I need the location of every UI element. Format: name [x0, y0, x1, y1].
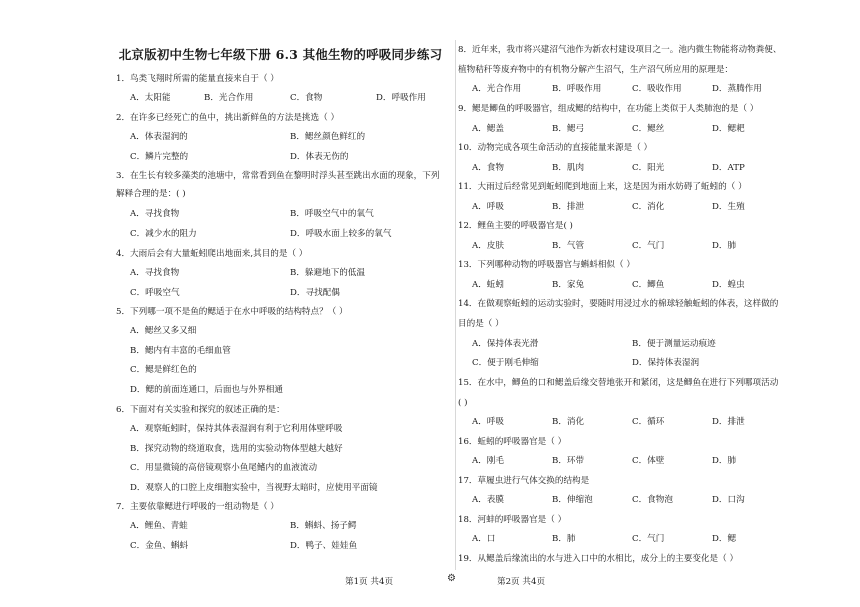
q7-option-d: D．鸭子、娃娃鱼 [290, 541, 358, 551]
q2-option-c: C．鳞片完整的 [130, 152, 189, 162]
q13-option-b: B．家兔 [552, 280, 585, 290]
question-6: 6．下面对有关实验和探究的叙述正确的是： [116, 405, 285, 415]
q16-option-a: A．刚毛 [472, 456, 504, 466]
q15-option-b: B．消化 [552, 417, 585, 427]
question-19: 19．从鳃盖后缘流出的水与进入口中的水相比，成分上的主要变化是（ ） [458, 554, 739, 564]
q12-option-c: C．气门 [632, 241, 665, 251]
q18-option-a: A．口 [472, 534, 496, 544]
q6-option-a: A．观察蚯蚓时，保持其体表湿润有利于它利用体壁呼吸 [130, 424, 343, 434]
q12-option-a: A．皮肤 [472, 241, 504, 251]
q2-option-d: D．体表无伤的 [290, 152, 349, 162]
question-11: 11．大雨过后经常见到蚯蚓爬到地面上来，这是因为雨水妨碍了蚯蚓的（ ） [458, 182, 747, 192]
q6-option-b: B．探究动物的绕道取食，选用的实验动物体型越大越好 [130, 444, 343, 454]
q10-option-d: D．ATP [712, 163, 745, 173]
q1-option-b: B．光合作用 [204, 93, 254, 103]
question-12: 12．鲤鱼主要的呼吸器官是( ) [458, 221, 573, 231]
q3-option-c: C．减少水的阻力 [130, 229, 197, 239]
q17-option-b: B．伸缩泡 [552, 495, 593, 505]
q11-option-d: D．生殖 [712, 202, 745, 212]
q8-option-d: D．蒸腾作用 [712, 84, 762, 94]
q4-option-b: B．躲避地下的低温 [290, 268, 366, 278]
q14-option-d: D．保持体表湿润 [632, 358, 700, 368]
q10-option-b: B．肌肉 [552, 163, 585, 173]
q15-option-a: A．呼吸 [472, 417, 504, 427]
page-number-right: 第2页 共4页 [497, 577, 546, 587]
q5-option-a: A．鳃丝又多又细 [130, 326, 197, 336]
question-8-cont: 植物秸秆等废弃物中的有机物分解产生沼气，生产沼气所应用的原理是： [458, 65, 734, 75]
question-15: 15．在水中，鲫鱼的口和鳃盖后缘交替地张开和紧闭，这是鲫鱼在进行下列哪项活动 [458, 378, 779, 388]
column-divider [455, 40, 456, 570]
question-4: 4．大雨后会有大量蚯蚓爬出地面来,其目的是（ ） [116, 249, 308, 259]
question-9: 9．鳃是鲫鱼的呼吸器官，组成鳃的结构中，在功能上类似于人类肺泡的是（ ） [458, 104, 759, 114]
q11-option-a: A．呼吸 [472, 202, 504, 212]
question-14: 14．在做观察蚯蚓的运动实验时，要随时用浸过水的棉球轻触蚯蚓的体表，这样做的 [458, 299, 779, 309]
q3-option-b: B．呼吸空气中的氧气 [290, 209, 374, 219]
q9-option-b: B．鳃弓 [552, 124, 585, 134]
q14-option-b: B．便于测量运动痕迹 [632, 339, 716, 349]
q15-option-d: D．排泄 [712, 417, 745, 427]
question-15-cont: ( ) [458, 398, 468, 408]
question-2: 2．在许多已经死亡的鱼中，挑出新鲜鱼的方法是挑选（ ） [116, 113, 340, 123]
q18-option-d: D．鳃 [712, 534, 737, 544]
q10-option-a: A．食物 [472, 163, 504, 173]
q6-option-d: D．观察人的口腔上皮细胞实验中，当视野太暗时，应使用平面镜 [130, 483, 378, 493]
q9-option-d: D．鳃耙 [712, 124, 745, 134]
q17-option-a: A．表膜 [472, 495, 504, 505]
question-13: 13．下列哪种动物的呼吸器官与蝌蚪相似（ ） [458, 260, 635, 270]
q16-option-d: D．肺 [712, 456, 737, 466]
q18-option-b: B．肺 [552, 534, 576, 544]
q11-option-c: C．消化 [632, 202, 665, 212]
question-7: 7．主要依靠鳃进行呼吸的一组动物是（ ） [116, 502, 279, 512]
question-8: 8．近年来，我市将兴建沼气池作为新农村建设项目之一。池内微生物能将动物粪便、 [458, 45, 782, 55]
q3-option-a: A．寻找食物 [130, 209, 180, 219]
q1-option-d: D．呼吸作用 [376, 93, 426, 103]
q2-option-b: B．鳃丝颜色鲜红的 [290, 132, 366, 142]
q14-option-a: A．保持体表光滑 [472, 339, 539, 349]
question-3: 3．在生长有较多藻类的池塘中，常常看到鱼在黎明时浮头甚至跳出水面的现象，下列 [116, 171, 440, 181]
q7-option-b: B．蝌蚪、扬子鳄 [290, 521, 357, 531]
q17-option-c: C．食物泡 [632, 495, 673, 505]
q1-option-c: C．食物 [290, 93, 323, 103]
question-10: 10．动物完成各项生命活动的直接能量来源是（ ） [458, 143, 653, 153]
q4-option-c: C．呼吸空气 [130, 288, 180, 298]
q4-option-a: A．寻找食物 [130, 268, 180, 278]
q18-option-c: C．气门 [632, 534, 665, 544]
question-1: 1．鸟类飞翔时所需的能量直接来自于（ ） [116, 74, 279, 84]
q16-option-c: C．体壁 [632, 456, 665, 466]
question-16: 16．蚯蚓的呼吸器官是（ ） [458, 437, 567, 447]
q3-option-d: D．呼吸水面上较多的氧气 [290, 229, 392, 239]
q13-option-d: D．蝗虫 [712, 280, 745, 290]
question-18: 18．河蚌的呼吸器官是（ ） [458, 515, 567, 525]
q13-option-c: C．鲫鱼 [632, 280, 665, 290]
q15-option-c: C．循环 [632, 417, 665, 427]
q9-option-c: C．鳃丝 [632, 124, 665, 134]
question-14-cont: 目的是（ ） [458, 319, 504, 329]
q5-option-d: D．鳃的前面连通口，后面也与外界相通 [130, 385, 283, 395]
question-17: 17．草履虫进行气体交换的结构是 [458, 476, 590, 486]
page-title: 北京版初中生物七年级下册 6.3 其他生物的呼吸同步练习 [118, 47, 443, 62]
q7-option-a: A．鲤鱼、青蛙 [130, 521, 188, 531]
q10-option-c: C．阳光 [632, 163, 665, 173]
question-5: 5．下列哪一项不是鱼的鳃适于在水中呼吸的结构特点？（ ） [116, 307, 348, 317]
q8-option-c: C．吸收作用 [632, 84, 682, 94]
q6-option-c: C．用显微镜的高倍镜观察小鱼尾鳍内的血液流动 [130, 463, 318, 473]
q1-option-a: A．太阳能 [130, 93, 171, 103]
q13-option-a: A．蚯蚓 [472, 280, 504, 290]
gear-icon: ⚙ [447, 573, 456, 584]
q5-option-c: C．鳃是鲜红色的 [130, 365, 197, 375]
question-3-cont: 解释合理的是：( ) [116, 189, 186, 199]
page-number-left: 第1页 共4页 [345, 577, 394, 587]
q17-option-d: D．口沟 [712, 495, 745, 505]
q7-option-c: C．金鱼、蝌蚪 [130, 541, 189, 551]
q8-option-a: A．光合作用 [472, 84, 522, 94]
q16-option-b: B．环带 [552, 456, 585, 466]
q14-option-c: C．便于刚毛伸缩 [472, 358, 539, 368]
q4-option-d: D．寻找配偶 [290, 288, 340, 298]
q12-option-b: B．气管 [552, 241, 585, 251]
q12-option-d: D．肺 [712, 241, 737, 251]
q8-option-b: B．呼吸作用 [552, 84, 602, 94]
q9-option-a: A．鳃盖 [472, 124, 504, 134]
q5-option-b: B．鳃内有丰富的毛细血管 [130, 346, 231, 356]
q2-option-a: A．体表湿润的 [130, 132, 188, 142]
q11-option-b: B．排泄 [552, 202, 585, 212]
